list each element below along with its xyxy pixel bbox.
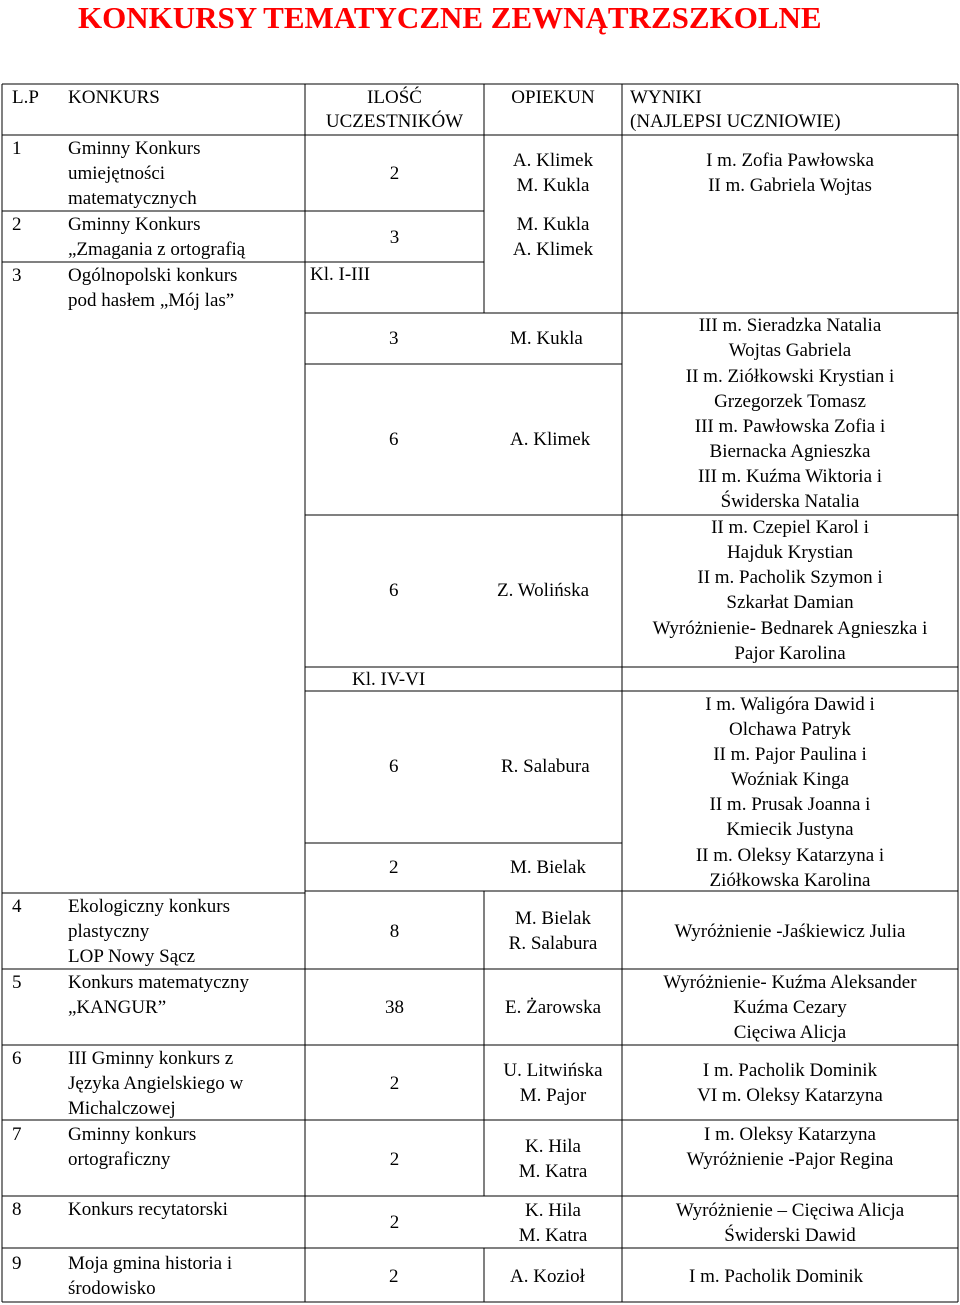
header-konkurs: KONKURS xyxy=(68,87,160,108)
participant-count: 8 xyxy=(389,921,400,942)
contest-name-line: Moja gmina historia i xyxy=(68,1253,233,1274)
guardian-name: U. Litwińska xyxy=(503,1060,603,1081)
participant-count: 2 xyxy=(389,1212,400,1233)
header-najlepsi: (NAJLEPSI UCZNIOWIE) xyxy=(630,111,841,132)
result-line: III m. Kuźma Wiktoria i xyxy=(697,466,883,487)
contest-name-line: ortograficzny xyxy=(68,1149,171,1170)
guardian-name: M. Kukla xyxy=(516,214,590,235)
result-line: I m. Pacholik Dominik xyxy=(702,1060,878,1081)
result-line: II m. Czepiel Karol i xyxy=(711,517,869,538)
contest-name-line: LOP Nowy Sącz xyxy=(68,946,195,967)
participant-count: 6 xyxy=(389,580,399,601)
participant-count: 2 xyxy=(389,1073,400,1094)
result-line: II m. Prusak Joanna i xyxy=(709,794,871,815)
class-range-label: Kl. I-III xyxy=(310,264,371,285)
participant-count: 38 xyxy=(385,997,404,1018)
result-line: I m. Zofia Pawłowska xyxy=(706,150,874,171)
contest-name-line: Ekologiczny konkurs xyxy=(68,896,231,917)
guardian-name: A. Klimek xyxy=(512,150,594,171)
result-line: Wojtas Gabriela xyxy=(728,340,852,361)
contest-name-line: Konkurs matematyczny xyxy=(68,972,249,993)
result-line: Grzegorzek Tomasz xyxy=(714,391,866,412)
result-line: Hajduk Krystian xyxy=(726,542,854,563)
contest-name-line: umiejętności xyxy=(68,163,166,184)
contest-name-line: środowisko xyxy=(68,1278,156,1299)
result-line: Wyróżnienie- Bednarek Agnieszka i xyxy=(652,618,928,639)
contest-name-line: III Gminny konkurs z xyxy=(68,1048,234,1069)
contest-name-line: matematycznych xyxy=(68,188,197,209)
result-line: III m. Pawłowska Zofia i xyxy=(694,416,886,437)
result-line: Olchawa Patryk xyxy=(729,719,851,740)
participant-count: 6 xyxy=(389,756,399,777)
contest-name-line: Michalczowej xyxy=(68,1098,176,1119)
result-line: Woźniak Kinga xyxy=(730,769,850,790)
row-number: 3 xyxy=(12,265,22,286)
header-lp: L.P xyxy=(12,87,39,108)
guardian-name: M. Katra xyxy=(518,1225,588,1246)
guardian-name: M. Bielak xyxy=(515,908,591,929)
result-line: Wyróżnienie -Jaśkiewicz Julia xyxy=(674,921,906,942)
guardian-name: M. Kukla xyxy=(510,328,583,349)
row-number: 4 xyxy=(12,896,22,917)
result-line: Ziółkowska Karolina xyxy=(709,870,871,891)
guardian-name: Z. Wolińska xyxy=(497,580,590,601)
class-range-label: Kl. IV-VI xyxy=(352,669,426,690)
result-line: II m. Pajor Paulina i xyxy=(713,744,867,765)
guardian-name: R. Salabura xyxy=(501,756,590,777)
participant-count: 3 xyxy=(389,227,400,248)
result-line: Wyróżnienie- Kuźma Aleksander xyxy=(663,972,917,993)
participant-count: 2 xyxy=(389,163,400,184)
header-opiekun: OPIEKUN xyxy=(511,87,595,108)
result-line: Wyróżnienie – Cięciwa Alicja xyxy=(675,1200,905,1221)
row-number: 5 xyxy=(12,972,22,993)
guardian-name: K. Hila xyxy=(525,1200,581,1221)
contest-name-line: Konkurs recytatorski xyxy=(68,1199,228,1220)
contest-name-line: Gminny Konkurs xyxy=(68,138,201,159)
guardian-name: M. Bielak xyxy=(510,857,586,878)
result-line: Szkarłat Damian xyxy=(726,592,854,613)
row-number: 1 xyxy=(12,138,22,159)
result-line: I m. Pacholik Dominik xyxy=(689,1266,864,1287)
contest-name-line: Gminny konkurs xyxy=(68,1124,197,1145)
contest-name-line: plastyczny xyxy=(68,921,150,942)
participant-count: 3 xyxy=(389,328,399,349)
participant-count: 6 xyxy=(389,429,399,450)
guardian-name: A. Kozioł xyxy=(510,1266,585,1287)
contest-name-line: Języka Angielskiego w xyxy=(68,1073,244,1094)
result-line: Świderska Natalia xyxy=(720,491,860,512)
result-line: Biernacka Agnieszka xyxy=(709,441,871,462)
contest-name-line: Ogólnopolski konkurs xyxy=(68,265,238,286)
result-line: I m. Oleksy Katarzyna xyxy=(704,1124,876,1145)
participant-count: 2 xyxy=(389,1149,400,1170)
guardian-name: M. Pajor xyxy=(519,1085,587,1106)
guardian-name: R. Salabura xyxy=(508,933,598,954)
row-number: 2 xyxy=(12,214,22,235)
result-line: Kuźma Cezary xyxy=(733,997,847,1018)
guardian-name: M. Kukla xyxy=(516,175,590,196)
row-number: 8 xyxy=(12,1199,22,1220)
row-number: 9 xyxy=(12,1253,22,1274)
guardian-name: M. Katra xyxy=(518,1161,588,1182)
result-line: II m. Gabriela Wojtas xyxy=(708,175,872,196)
participant-count: 2 xyxy=(389,857,399,878)
result-line: III m. Sieradzka Natalia xyxy=(698,315,882,336)
result-line: Świderski Dawid xyxy=(724,1225,856,1246)
header-wyniki: WYNIKI xyxy=(630,87,702,108)
contest-name-line: Gminny Konkurs xyxy=(68,214,201,235)
result-line: Wyróżnienie -Pajor Regina xyxy=(686,1149,894,1170)
page-title: KONKURSY TEMATYCZNE ZEWNĄTRZSZKOLNE xyxy=(78,0,822,35)
guardian-name: E. Żarowska xyxy=(504,997,602,1018)
guardian-name: A. Klimek xyxy=(510,429,591,450)
contest-name-line: „KANGUR” xyxy=(68,997,167,1018)
guardian-name: K. Hila xyxy=(525,1136,581,1157)
result-line: II m. Pacholik Szymon i xyxy=(697,567,883,588)
header-ilosc: ILOŚĆ xyxy=(367,87,422,108)
row-number: 7 xyxy=(12,1124,22,1145)
row-number: 6 xyxy=(12,1048,22,1069)
result-line: II m. Oleksy Katarzyna i xyxy=(695,845,885,866)
participant-count: 2 xyxy=(389,1266,399,1287)
guardian-name: A. Klimek xyxy=(512,239,594,260)
contest-name-line: „Zmagania z ortografią xyxy=(68,239,246,260)
result-line: I m. Waligóra Dawid i xyxy=(705,694,875,715)
result-line: Kmiecik Justyna xyxy=(726,819,854,840)
result-line: Pajor Karolina xyxy=(734,643,846,664)
result-line: VI m. Oleksy Katarzyna xyxy=(697,1085,883,1106)
result-line: Cięciwa Alicja xyxy=(733,1022,847,1043)
result-line: II m. Ziółkowski Krystian i xyxy=(685,366,895,387)
header-uczestnikow: UCZESTNIKÓW xyxy=(325,111,464,132)
contest-name-line: pod hasłem „Mój las” xyxy=(68,290,235,311)
